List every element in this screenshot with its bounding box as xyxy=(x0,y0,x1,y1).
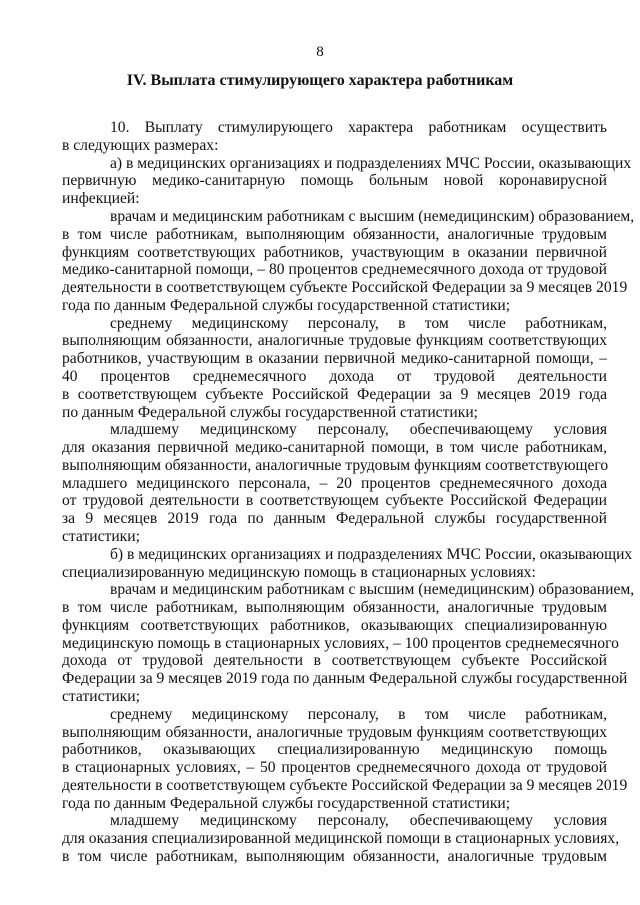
text-line: за 9 месяцев 2019 года по данным Федеральной службы государственной xyxy=(62,510,607,528)
text-line: в стационарных условиях, – 50 процентов среднемесячного дохода от трудовой xyxy=(62,759,607,777)
text-line: дохода от трудовой деятельности в соответствующем субъекте Российской xyxy=(62,652,607,670)
text-line: медико-санитарной помощи, – 80 процентов среднемесячного дохода от трудовой xyxy=(62,261,607,279)
text-line: выполняющим обязанности, аналогичные трудовые функциям соответствующих xyxy=(62,332,607,350)
text-line: статистики; xyxy=(62,688,140,705)
text-line: по данным Федеральной службы государственной статистики; xyxy=(62,403,478,421)
text-line: работников, участвующим в оказании первичной медико-санитарной помощи, – xyxy=(62,350,607,368)
text-line: Федерации за 9 месяцев 2019 года по данным Федеральной службы государственной xyxy=(62,670,628,688)
text-line: для оказания первичной медико-санитарной помощи, в том числе работникам, xyxy=(62,439,607,456)
text-line: врачам и медицинским работникам с высшим (немедицинским) образованием, xyxy=(110,581,635,599)
text-line: в соответствующем субъекте Российской Федерации за 9 месяцев 2019 года xyxy=(62,385,607,403)
text-line: медицинскую помощь в стационарных условиях, – 100 процентов среднемесячного xyxy=(62,634,619,652)
text-line: выполняющим обязанности, аналогичные трудовым функциям соответствующих xyxy=(62,723,607,741)
text-line: работников, оказывающих специализированную медицинскую помощь xyxy=(62,741,607,759)
text-line: младшему медицинскому персоналу, обеспечивающему условия xyxy=(110,812,607,830)
text-line: функциям соответствующих работников, участвующим в оказании первичной xyxy=(62,243,607,261)
text-line: в том числе работникам, выполняющим обязанности, аналогичные трудовым xyxy=(62,599,607,617)
text-line: деятельности в соответствующем субъекте Российской Федерации за 9 месяцев 2019 xyxy=(62,279,628,296)
text-line: б) в медицинских организациях и подразделениях МЧС России, оказывающих xyxy=(110,545,633,563)
text-line: первичную медико-санитарную помощь больным новой коронавирусной xyxy=(62,172,607,190)
text-line: года по данным Федеральной службы государственной статистики; xyxy=(62,794,511,812)
text-line: 40 процентов среднемесячного дохода от трудовой деятельности xyxy=(62,367,607,385)
text-line: младшему медицинскому персоналу, обеспечивающему условия xyxy=(110,421,607,439)
text-line: для оказания специализированной медицинской помощи в стационарных условиях, xyxy=(62,830,620,848)
text-line: функциям соответствующих работников, оказывающих специализированную xyxy=(62,616,607,634)
text-line: специализированную медицинскую помощь в стационарных условиях: xyxy=(62,563,536,581)
text-line: выполняющим обязанности, аналогичные трудовым функциям соответствующего xyxy=(62,456,609,474)
text-line: в том числе работникам, выполняющим обязанности, аналогичные трудовым xyxy=(62,225,607,243)
text-line: врачам и медицинским работникам с высшим (немедицинским) образованием, xyxy=(110,207,635,225)
text-line: в том числе работникам, выполняющим обязанности, аналогичные трудовым xyxy=(62,848,607,865)
text-line: в следующих размерах: xyxy=(62,136,219,154)
text-line: а) в медицинских организациях и подразделениях МЧС России, оказывающих xyxy=(110,154,632,172)
text-line: среднему медицинскому персоналу, в том числе работникам, xyxy=(110,314,607,332)
text-line: от трудовой деятельности в соответствующем субъекте Российской Федерации xyxy=(62,492,607,510)
text-line: деятельности в соответствующем субъекте Российской Федерации за 9 месяцев 2019 xyxy=(62,776,628,794)
text-line: 10. Выплату стимулирующего характера работникам осуществить xyxy=(110,119,607,136)
text-line: статистики; xyxy=(62,527,140,545)
text-line: инфекцией: xyxy=(62,190,140,208)
page-number: 8 xyxy=(316,44,324,60)
text-line: младшего медицинского персонала, – 20 процентов среднемесячного дохода xyxy=(62,474,607,492)
text-line: среднему медицинскому персоналу, в том числе работникам, xyxy=(110,705,607,723)
section-title: IV. Выплата стимулирующего характера работникам xyxy=(126,72,514,89)
text-line: года по данным Федеральной службы государственной статистики; xyxy=(62,296,511,314)
